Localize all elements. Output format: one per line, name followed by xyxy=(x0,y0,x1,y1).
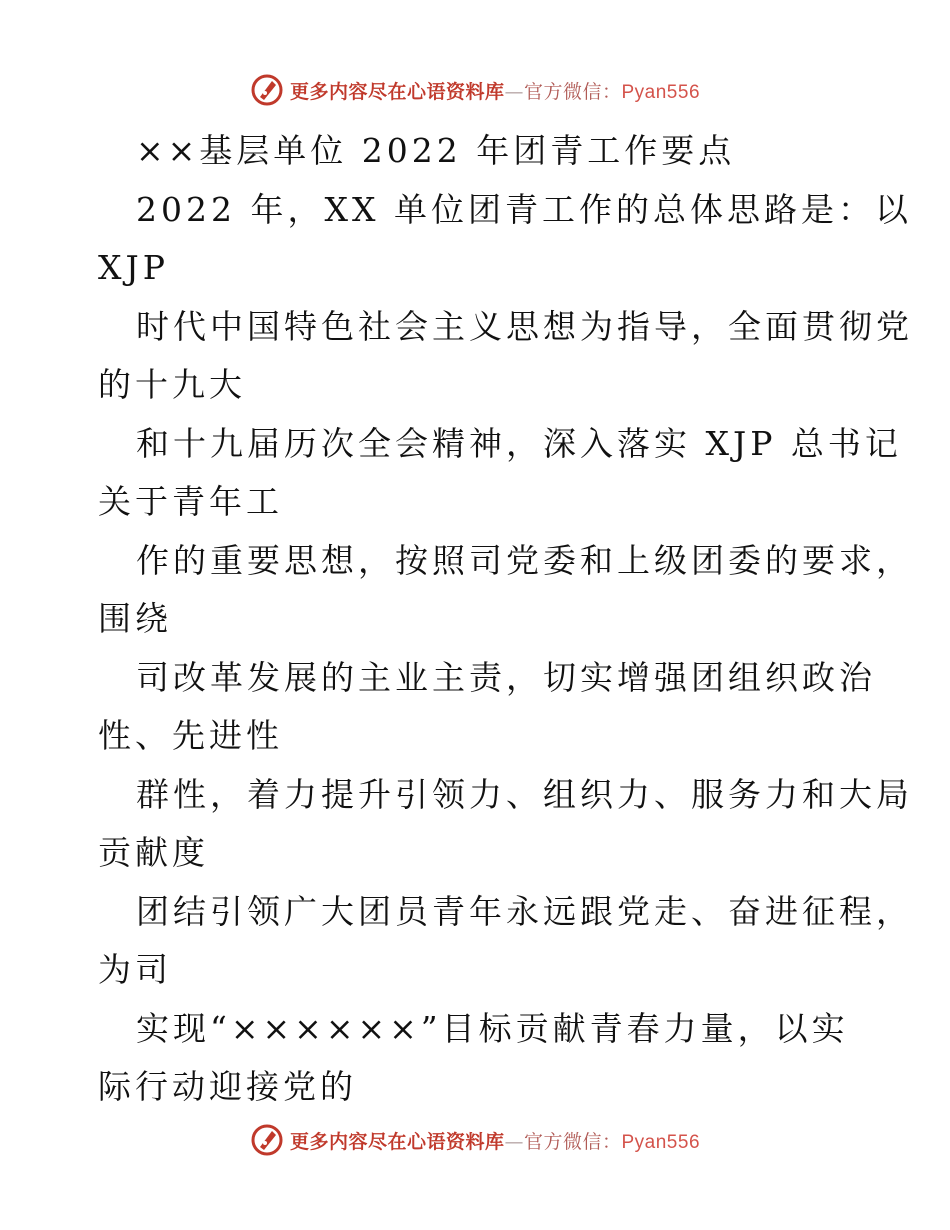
document-line: 实现“××××××”目标贡献青春力量，以实 xyxy=(136,1008,849,1048)
watermark-banner-bottom xyxy=(0,1120,950,1160)
document-line: 司改革发展的主业主责，切实增强团组织政治 xyxy=(136,657,876,697)
watermark-banner-top xyxy=(0,70,950,110)
document-body xyxy=(98,122,913,1117)
document-line: 际行动迎接党的 xyxy=(98,1067,357,1106)
watermark-text xyxy=(290,1127,700,1154)
document-line: 和十九届历次全会精神，深入落实 XJP 总书记 xyxy=(136,423,902,463)
document-line: 作的重要思想，按照司党委和上级团委的要求， xyxy=(136,540,913,580)
document-line: 关于青年工 xyxy=(98,482,283,521)
document-line: XJP xyxy=(98,248,169,287)
watermark-brand: 更多内容尽在心语资料库 xyxy=(289,1130,505,1153)
document-line: 群性，着力提升引领力、组织力、服务力和大局 xyxy=(136,774,913,814)
pen-nib-logo-icon xyxy=(250,1123,284,1157)
watermark-wechat-label: 官方微信： xyxy=(523,80,622,103)
document-line: 的十九大 xyxy=(98,365,246,404)
watermark-dash: — xyxy=(504,1130,524,1153)
document-line: 2022 年，XX 单位团青工作的总体思路是：以 xyxy=(136,189,912,229)
watermark-text xyxy=(290,77,700,104)
document-line: 性、先进性 xyxy=(98,716,283,755)
pen-nib-logo-icon xyxy=(250,73,284,107)
document-line: 为司 xyxy=(98,950,172,989)
watermark-wechat-label: 官方微信： xyxy=(523,1130,622,1153)
document-line: 时代中国特色社会主义思想为指导，全面贯彻党 xyxy=(136,306,913,346)
document-line: 贡献度 xyxy=(98,833,209,872)
document-title: ××基层单位 2022 年团青工作要点 xyxy=(136,131,736,170)
document-line: 围绕 xyxy=(98,599,172,638)
watermark-account: Pyan556 xyxy=(621,81,701,103)
document-line: 团结引领广大团员青年永远跟党走、奋进征程， xyxy=(136,891,913,931)
watermark-account: Pyan556 xyxy=(621,1131,701,1153)
watermark-brand: 更多内容尽在心语资料库 xyxy=(289,80,505,103)
watermark-dash: — xyxy=(504,80,524,103)
